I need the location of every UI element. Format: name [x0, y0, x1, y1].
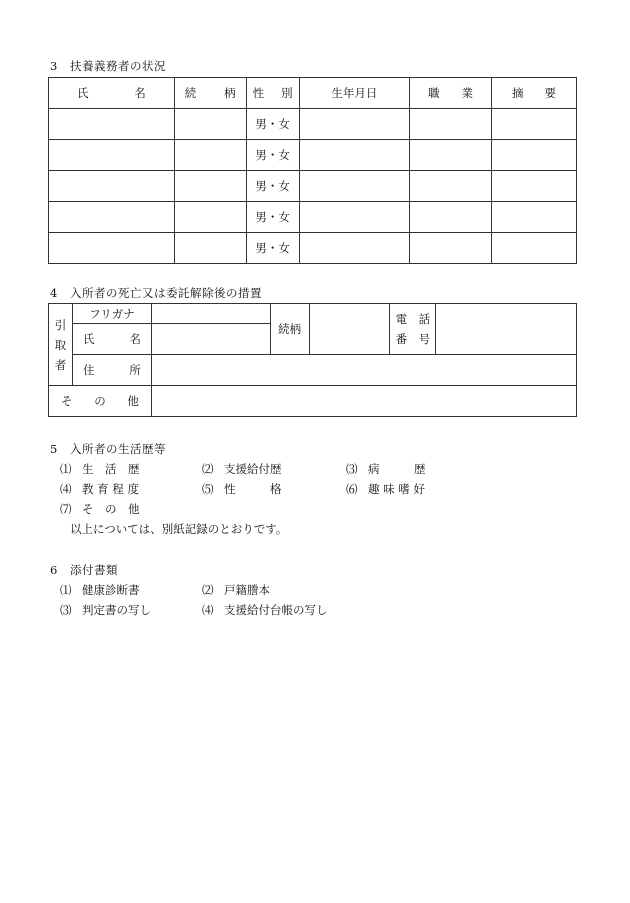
cell-sex[interactable]: 男・女: [246, 233, 299, 264]
section5-number: 5: [50, 442, 58, 456]
header-remarks: 摘 要: [492, 78, 577, 109]
cell-birthdate[interactable]: [299, 140, 410, 171]
cell-sex[interactable]: 男・女: [246, 109, 299, 140]
cell-sex[interactable]: 男・女: [246, 202, 299, 233]
cell-remarks[interactable]: [492, 109, 577, 140]
cell-sex[interactable]: 男・女: [246, 140, 299, 171]
dependents-row: [49, 140, 577, 171]
cell-occupation[interactable]: [410, 233, 492, 264]
header-sex: 性 別: [246, 78, 299, 109]
cell-relation[interactable]: [174, 233, 246, 264]
list-item: ⑴ 健康診断書: [60, 583, 140, 597]
cell-remarks[interactable]: [492, 202, 577, 233]
list-item: ⑷ 教 育 程 度: [60, 482, 139, 496]
list-item: ⑹ 趣 味 嗜 好: [346, 482, 425, 496]
section4-number: 4: [50, 286, 58, 300]
relation-label: 続柄: [270, 304, 309, 355]
other-label: そ の 他: [49, 386, 152, 417]
section3-heading: [50, 58, 166, 74]
cell-relation[interactable]: [174, 202, 246, 233]
cell-relation[interactable]: [174, 109, 246, 140]
cell-occupation[interactable]: [410, 202, 492, 233]
furigana-label: フリガナ: [72, 304, 151, 324]
list-item: ⑺ そ の 他: [60, 502, 140, 516]
dependents-row: [49, 171, 577, 202]
other-field[interactable]: [151, 386, 576, 417]
list-item: ⑴ 生 活 歴: [60, 462, 140, 476]
dependents-header-row: [49, 78, 577, 109]
address-field[interactable]: [151, 355, 576, 386]
list-item: ⑷ 支援給付台帳の写し: [202, 603, 328, 617]
cell-occupation[interactable]: [410, 171, 492, 202]
relation-field[interactable]: [309, 304, 390, 355]
list-item: ⑸ 性 格: [202, 482, 282, 496]
cell-remarks[interactable]: [492, 171, 577, 202]
cell-relation[interactable]: [174, 140, 246, 171]
section4-title: 入所者の死亡又は委託解除後の措置: [70, 286, 262, 300]
phone-field[interactable]: [436, 304, 577, 355]
cell-remarks[interactable]: [492, 140, 577, 171]
cell-birthdate[interactable]: [299, 233, 410, 264]
cell-birthdate[interactable]: [299, 171, 410, 202]
section5-note: 以上については、別紙記録のとおりです。: [70, 522, 288, 536]
header-occupation: 職 業: [410, 78, 492, 109]
receiver-label: 引 取 者: [49, 304, 73, 386]
address-label: 住 所: [72, 355, 151, 386]
cell-name[interactable]: [49, 109, 175, 140]
cell-name[interactable]: [49, 171, 175, 202]
cell-name[interactable]: [49, 140, 175, 171]
cell-occupation[interactable]: [410, 140, 492, 171]
post-discharge-table: [48, 303, 577, 417]
cell-relation[interactable]: [174, 171, 246, 202]
list-item: ⑶ 判定書の写し: [60, 603, 151, 617]
cell-birthdate[interactable]: [299, 202, 410, 233]
cell-name[interactable]: [49, 202, 175, 233]
header-name: 氏 名: [49, 78, 175, 109]
dependents-row: [49, 233, 577, 264]
section4-heading: [50, 285, 262, 301]
phone-label: 電 話 番 号: [390, 304, 436, 355]
section3-number: 3: [50, 59, 58, 73]
section3-title: 扶養義務者の状況: [70, 59, 166, 73]
cell-occupation[interactable]: [410, 109, 492, 140]
section5-heading: [50, 441, 166, 457]
cell-birthdate[interactable]: [299, 109, 410, 140]
header-relation: 続 柄: [174, 78, 246, 109]
list-item: ⑶ 病 歴: [346, 462, 426, 476]
list-item: ⑵ 支援給付歴: [202, 462, 282, 476]
section6-title: 添付書類: [70, 563, 118, 577]
section5-title: 入所者の生活歴等: [70, 442, 166, 456]
name-field[interactable]: [151, 324, 270, 355]
list-item: ⑵ 戸籍謄本: [202, 583, 270, 597]
section6-heading: [50, 562, 118, 578]
header-birthdate: 生年月日: [299, 78, 410, 109]
section6-number: 6: [50, 563, 58, 577]
cell-name[interactable]: [49, 233, 175, 264]
dependents-row: [49, 109, 577, 140]
cell-remarks[interactable]: [492, 233, 577, 264]
cell-sex[interactable]: 男・女: [246, 171, 299, 202]
dependents-row: [49, 202, 577, 233]
name-label: 氏 名: [72, 324, 151, 355]
dependents-table: [48, 77, 577, 264]
furigana-field[interactable]: [151, 304, 270, 324]
